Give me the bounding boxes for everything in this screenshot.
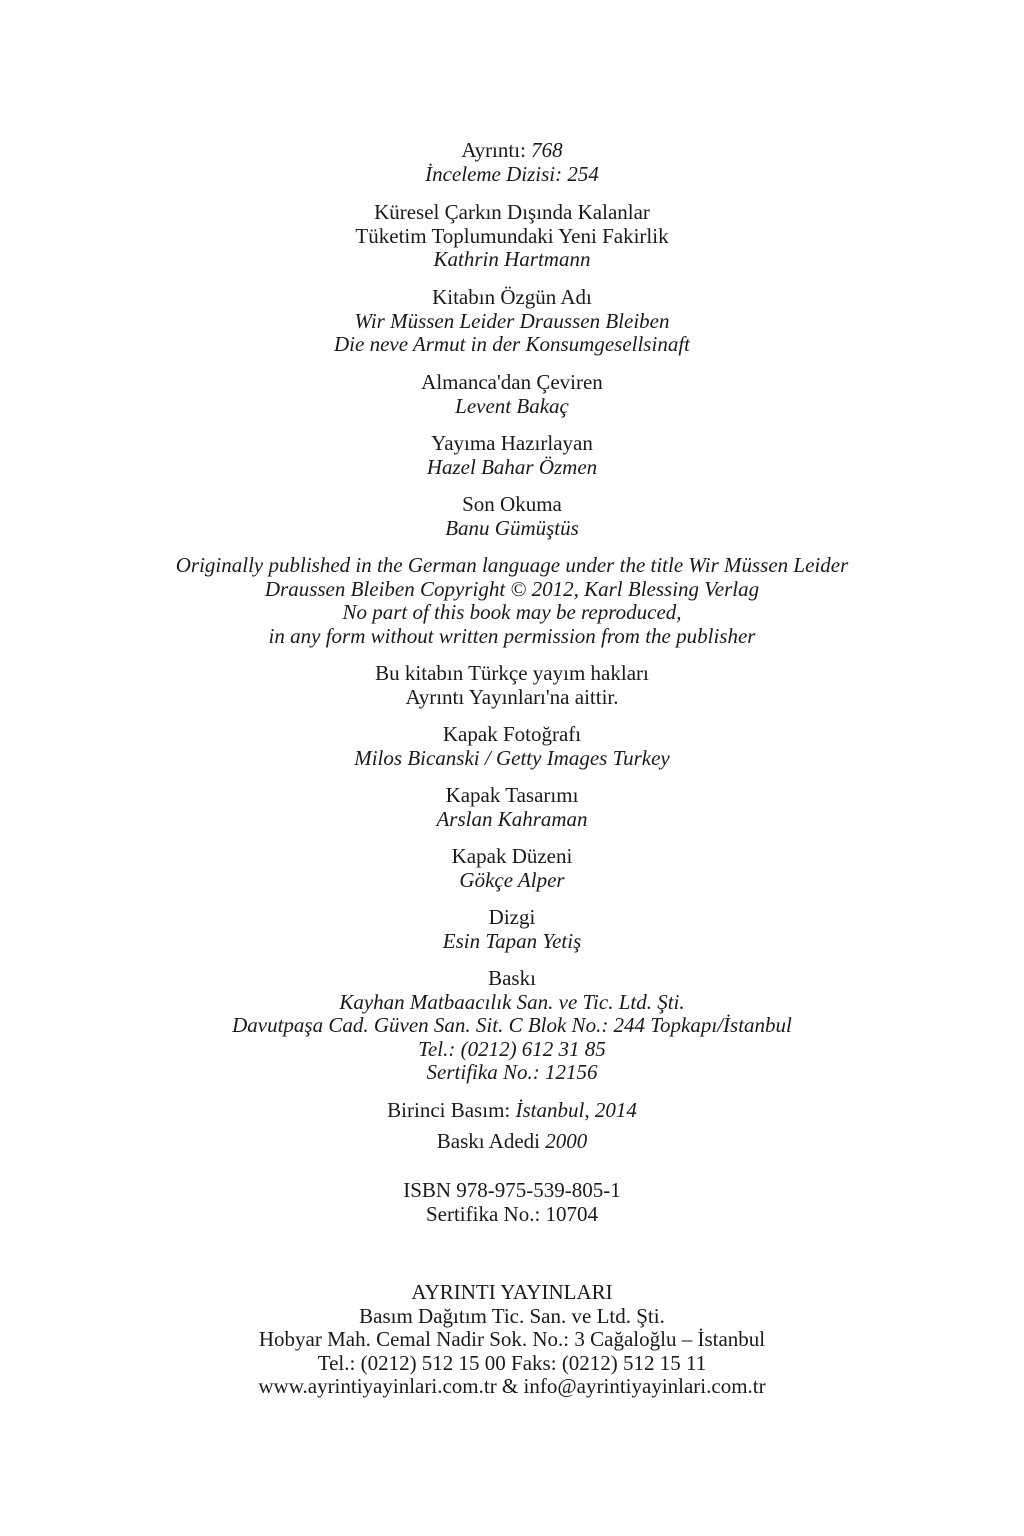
original-title-block — [0, 286, 1024, 357]
publisher-line2: Hobyar Mah. Cemal Nadir Sok. No.: 3 Cağaloğlu – İstanbul — [258, 1327, 766, 1351]
editor-label: Yayıma Hazırlayan — [431, 431, 593, 455]
translator-name: Levent Bakaç — [455, 393, 569, 418]
cover-photo-name: Milos Bicanski / Getty Images Turkey — [354, 745, 670, 770]
cover-photo-label: Kapak Fotoğrafı — [442, 722, 582, 746]
series-inceleme: İnceleme Dizisi: 254 — [425, 161, 599, 186]
cover-design-block — [0, 784, 1024, 831]
first-edition-block — [0, 1099, 1024, 1123]
rights-line2: Ayrıntı Yayınları'na aittir. — [405, 684, 619, 709]
isbn-line1: ISBN 978-975-539-805-1 — [403, 1178, 621, 1202]
cover-design-name: Arslan Kahraman — [436, 806, 588, 831]
book-title-line1: Küresel Çarkın Dışında Kalanlar — [374, 200, 650, 224]
book-title-line2: Tüketim Toplumundaki Yeni Fakirlik — [355, 223, 669, 248]
typesetting-label: Dizgi — [488, 905, 536, 929]
series-ayrinti: Ayrıntı: 768 — [461, 138, 563, 162]
publisher-line4: www.ayrintiyayinlari.com.tr & info@ayrintiyayinlari.com.tr — [258, 1374, 766, 1398]
printing-line3: Tel.: (0212) 612 31 85 — [418, 1036, 606, 1061]
publisher-line3: Tel.: (0212) 512 15 00 Faks: (0212) 512 15 11 — [317, 1350, 707, 1375]
printing-line2: Davutpaşa Cad. Güven San. Sit. C Blok No.: 244 Topkapı/İstanbul — [232, 1013, 792, 1037]
translator-block — [0, 371, 1024, 418]
cover-layout-label: Kapak Düzeni — [451, 844, 573, 868]
cover-layout-name: Gökçe Alper — [459, 867, 565, 892]
original-title-label: Kitabın Özgün Adı — [432, 285, 592, 309]
copyright-block — [0, 554, 1024, 648]
typesetting-name: Esin Tapan Yetiş — [442, 928, 582, 953]
editor-name: Hazel Bahar Özmen — [426, 454, 598, 479]
isbn-block — [0, 1179, 1024, 1226]
proofreading-block — [0, 493, 1024, 540]
book-title-block — [0, 201, 1024, 272]
typesetting-block — [0, 906, 1024, 953]
original-title-line1: Wir Müssen Leider Draussen Bleiben — [354, 308, 670, 333]
printing-block — [0, 967, 1024, 1085]
editor-block — [0, 432, 1024, 479]
publisher-name: AYRINTI YAYINLARI — [411, 1280, 613, 1304]
cover-design-label: Kapak Tasarımı — [445, 783, 579, 807]
copyright-line4: in any form without written permission from the publisher — [268, 623, 756, 648]
print-run: Baskı Adedi 2000 — [436, 1129, 588, 1153]
printing-line4: Sertifika No.: 12156 — [426, 1060, 598, 1084]
first-edition: Birinci Basım: İstanbul, 2014 — [387, 1098, 637, 1122]
cover-layout-block — [0, 845, 1024, 892]
copyright-line3: No part of this book may be reproduced, — [342, 600, 682, 624]
copyright-line2: Draussen Bleiben Copyright © 2012, Karl Blessing Verlag — [264, 576, 760, 601]
proofreading-label: Son Okuma — [462, 492, 562, 516]
copyright-line1: Originally published in the German language under the title Wir Müssen Leider — [175, 553, 849, 577]
printing-line1: Kayhan Matbaacılık San. ve Tic. Ltd. Şti. — [339, 989, 685, 1014]
cover-photo-block — [0, 723, 1024, 770]
publisher-line1: Basım Dağıtım Tic. San. ve Ltd. Şti. — [359, 1303, 665, 1328]
rights-line1: Bu kitabın Türkçe yayım hakları — [375, 661, 649, 685]
translator-label: Almanca'dan Çeviren — [421, 370, 603, 394]
rights-block — [0, 662, 1024, 709]
series-block — [0, 139, 1024, 186]
book-author: Kathrin Hartmann — [433, 247, 591, 271]
publisher-block — [0, 1281, 1024, 1399]
proofreading-name: Banu Gümüştüs — [445, 515, 579, 540]
original-title-line2: Die neve Armut in der Konsumgesellsinaft — [334, 332, 690, 356]
printing-label: Baskı — [488, 966, 536, 990]
print-run-block — [0, 1130, 1024, 1154]
isbn-line2: Sertifika No.: 10704 — [425, 1201, 599, 1226]
